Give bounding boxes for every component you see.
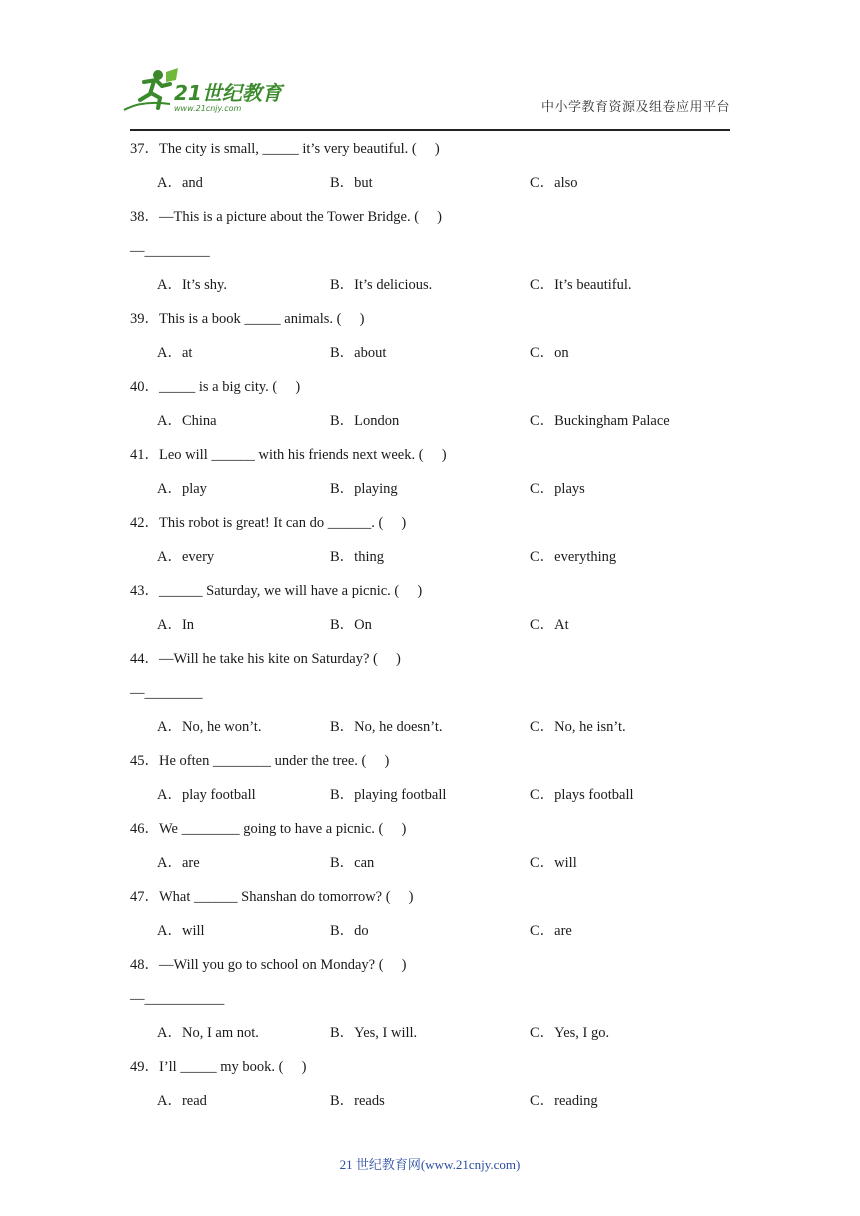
question-37: 37．The city is small, _____ it’s very beautiful. ( )	[130, 141, 440, 157]
option-b[interactable]: B．but	[330, 175, 373, 191]
logo-text: 21世纪教育	[174, 81, 282, 105]
question-38: 38．—This is a picture about the Tower Bridge. ( )	[130, 209, 443, 225]
option-b[interactable]: B．London	[330, 413, 400, 429]
option-c[interactable]: C．will	[530, 855, 577, 871]
options-38	[130, 273, 730, 307]
page-header	[0, 0, 860, 132]
option-b[interactable]: B．On	[330, 617, 372, 633]
question-45: 45．He often ________ under the tree. ( )	[130, 753, 390, 769]
options-49	[130, 1089, 730, 1123]
options-48	[130, 1021, 730, 1055]
answer-blank-44: —________	[130, 685, 203, 701]
option-c[interactable]: C．plays	[530, 481, 585, 497]
question-40: 40．_____ is a big city. ( )	[130, 379, 301, 395]
option-c[interactable]: C．Buckingham Palace	[530, 413, 670, 429]
options-40	[130, 409, 730, 443]
option-a[interactable]: A．will	[157, 923, 205, 939]
options-42	[130, 545, 730, 579]
option-b[interactable]: B．reads	[330, 1093, 385, 1109]
option-a[interactable]: A．In	[157, 617, 195, 633]
option-b[interactable]: B．do	[330, 923, 369, 939]
option-c[interactable]: C．everything	[530, 549, 617, 565]
option-a[interactable]: A．every	[157, 549, 215, 565]
question-43: 43．______ Saturday, we will have a picnic. ( )	[130, 583, 423, 599]
option-a[interactable]: A．read	[157, 1093, 207, 1109]
logo	[122, 66, 292, 114]
header-platform-text: 中小学教育资源及组卷应用平台	[540, 100, 730, 115]
question-list	[130, 137, 730, 1123]
options-41	[130, 477, 730, 511]
option-b[interactable]: B．playing football	[330, 787, 447, 803]
question-39: 39．This is a book _____ animals. ( )	[130, 311, 365, 327]
options-43	[130, 613, 730, 647]
options-44	[130, 715, 730, 749]
option-b[interactable]: B．No, he doesn’t.	[330, 719, 443, 735]
options-45	[130, 783, 730, 817]
question-48: 48．—Will you go to school on Monday? ( )	[130, 957, 407, 973]
options-47	[130, 919, 730, 953]
option-a[interactable]: A．are	[157, 855, 200, 871]
option-c[interactable]: C．It’s beautiful.	[530, 277, 632, 293]
header-divider	[130, 129, 730, 131]
option-c[interactable]: C．At	[530, 617, 569, 633]
option-c[interactable]: C．No, he isn’t.	[530, 719, 626, 735]
question-49: 49．I’ll _____ my book. ( )	[130, 1059, 307, 1075]
question-41: 41．Leo will ______ with his friends next week. ( )	[130, 447, 447, 463]
option-a[interactable]: A．play	[157, 481, 207, 497]
answer-blank-48: —___________	[130, 991, 225, 1007]
option-c[interactable]: C．are	[530, 923, 572, 939]
option-b[interactable]: B．about	[330, 345, 387, 361]
option-c[interactable]: C．Yes, I go.	[530, 1025, 610, 1041]
option-a[interactable]: A．and	[157, 175, 203, 191]
logo-graphic	[122, 66, 292, 114]
options-46	[130, 851, 730, 885]
option-c[interactable]: C．plays football	[530, 787, 634, 803]
option-b[interactable]: B．can	[330, 855, 375, 871]
option-a[interactable]: A．at	[157, 345, 193, 361]
option-a[interactable]: A．play football	[157, 787, 256, 803]
options-37	[130, 171, 730, 205]
question-44: 44．—Will he take his kite on Saturday? ( )	[130, 651, 401, 667]
answer-blank-38: —_________	[130, 243, 210, 259]
option-c[interactable]: C．also	[530, 175, 578, 191]
question-47: 47．What ______ Shanshan do tomorrow? ( )	[130, 889, 414, 905]
option-b[interactable]: B．thing	[330, 549, 384, 565]
option-b[interactable]: B．It’s delicious.	[330, 277, 433, 293]
options-39	[130, 341, 730, 375]
page-footer[interactable]: 21 世纪教育网(www.21cnjy.com)	[339, 1157, 521, 1172]
logo-url: www.21cnjy.com	[174, 104, 242, 113]
question-42: 42．This robot is great! It can do ______. ( )	[130, 515, 407, 531]
option-b[interactable]: B．Yes, I will.	[330, 1025, 418, 1041]
option-c[interactable]: C．on	[530, 345, 569, 361]
option-b[interactable]: B．playing	[330, 481, 398, 497]
option-a[interactable]: A．No, he won’t.	[157, 719, 262, 735]
option-a[interactable]: A．No, I am not.	[157, 1025, 259, 1041]
option-c[interactable]: C．reading	[530, 1093, 598, 1109]
question-46: 46．We ________ going to have a picnic. ( )	[130, 821, 407, 837]
option-a[interactable]: A．China	[157, 413, 217, 429]
option-a[interactable]: A．It’s shy.	[157, 277, 227, 293]
